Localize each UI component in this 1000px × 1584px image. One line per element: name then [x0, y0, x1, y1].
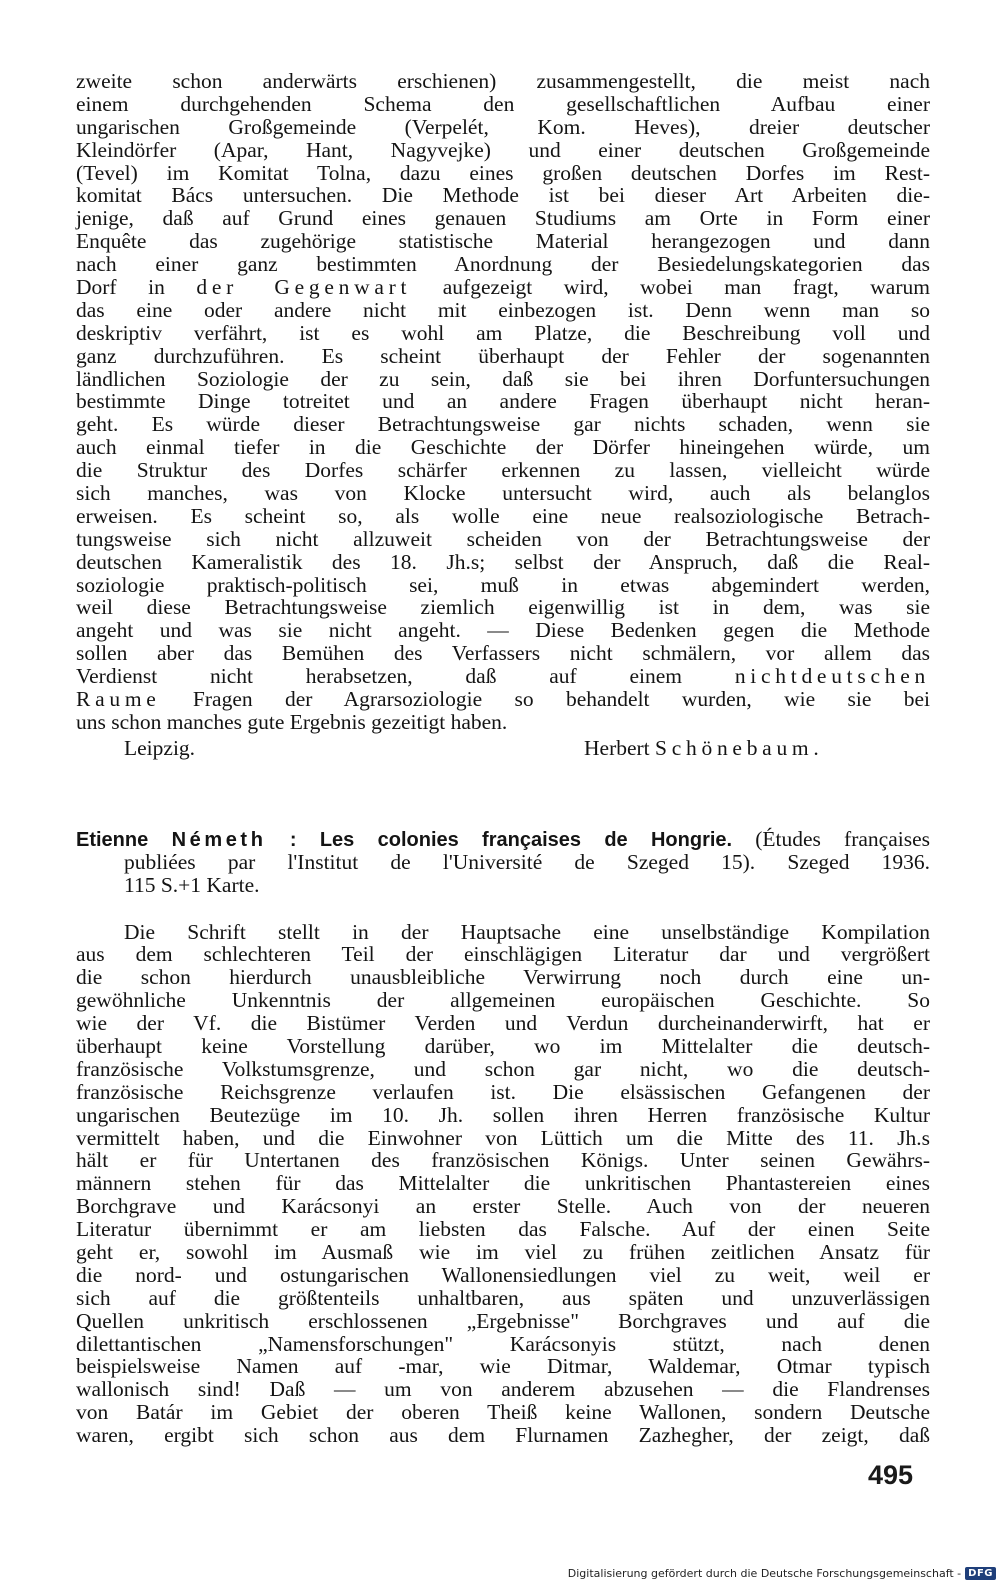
- reviewed-author-first: Etienne: [76, 828, 172, 851]
- text-line: weil diese Betrachtungsweise ziemlich eigenwillig ist in dem, was sie: [76, 595, 930, 620]
- text-line: geht. Es würde dieser Betrachtungsweise gar nichts schaden, wenn sie: [76, 412, 930, 437]
- text-line: [76, 688, 930, 711]
- text-line: die Struktur des Dorfes schärfer erkennen zu lassen, vielleicht würde: [76, 458, 930, 483]
- text-line: nach einer ganz bestimmten Anordnung der Besiedelungskategorien das: [76, 252, 930, 277]
- heading-colon: :: [266, 828, 320, 851]
- text-line: ländlichen Soziologie der zu sein, daß sie bei ihren Dorfuntersuchungen: [76, 366, 930, 391]
- text-line: Quellen unkritisch erschlossenen „Ergebnisse" Borchgraves und auf die: [76, 1308, 930, 1333]
- text-line: (Tevel) im Komitat Tolna, dazu eines großen deutschen Dorfes im Rest-: [76, 160, 930, 185]
- review-2-heading: [76, 828, 930, 897]
- text-line: komitat Bács untersuchen. Die Methode ist bei dieser Art Arbeiten die-: [76, 183, 930, 208]
- text-line: Literatur übernimmt er am liebsten das Falsche. Auf der einen Seite: [76, 1217, 930, 1242]
- series-info: (Études françaises: [732, 826, 931, 851]
- text-line: erweisen. Es scheint so, als wolle eine neue realsoziologische Betrach-: [76, 503, 930, 528]
- text-line: ungarischen Beutezüge im 10. Jh. sollen ihren Herren französische Kultur: [76, 1102, 930, 1127]
- text-line: Die Schrift stellt in der Hauptsache eine unselbständige Kompilation: [124, 919, 930, 944]
- spaced-emphasis: nichtdeutschen: [734, 664, 930, 689]
- review-2-body: [76, 921, 930, 1447]
- footer-text: Digitalisierung gefördert durch die Deutsche Forschungsgemeinschaft -: [567, 1567, 962, 1580]
- text-segment: Dorf in: [76, 275, 197, 300]
- text-line: das eine oder andere nicht mit einbezogen ist. Denn wenn man so: [76, 297, 930, 322]
- text-line: waren, ergibt sich schon aus dem Flurnamen Zazhegher, der zeigt, daß: [76, 1423, 930, 1448]
- text-line: ungarischen Großgemeinde (Verpelét, Kom. Heves), dreier deutscher: [76, 114, 930, 139]
- text-line: soziologie praktisch-politisch sei, muß in etwas abgemindert werden,: [76, 572, 930, 597]
- text-line: uns schon manches gute Ergebnis gezeitigt haben.: [76, 709, 508, 734]
- page-number: 495: [868, 1460, 914, 1490]
- review-1-body: [76, 70, 930, 734]
- text-line: überhaupt keine Vorstellung darüber, wo im Mittelalter die deutsch-: [76, 1033, 930, 1058]
- heading-line: [76, 828, 930, 851]
- text-line: wie der Vf. die Bistümer Verden und Verdun durcheinanderwirft, hat er: [76, 1011, 930, 1036]
- review-1-signature: [76, 736, 930, 766]
- reviewed-title: Les colonies françaises de Hongrie.: [319, 828, 733, 851]
- author-last-name: Schönebaum.: [655, 735, 824, 760]
- signature-author: [584, 736, 824, 761]
- text-line: Kleindörfer (Apar, Hant, Nagyvejke) und einer deutschen Großgemeinde: [76, 137, 930, 162]
- digitization-footer: [568, 1567, 996, 1580]
- text-line: tungsweise sich nicht allzuweit scheiden von der Betrachtungsweise der: [76, 526, 930, 551]
- text-line: hält er für Untertanen des französischen Königs. Unter seinen Gewährs-: [76, 1148, 930, 1173]
- text-line: angeht und was sie nicht angeht. — Diese Bedenken gegen die Methode: [76, 618, 930, 643]
- author-first-name: Herbert: [584, 735, 656, 760]
- text-line: die nord- und ostungarischen Wallonensiedlungen viel zu weit, weil er: [76, 1262, 930, 1287]
- text-line: sich manches, was von Klocke untersucht wird, auch als belanglos: [76, 481, 930, 506]
- text-segment: aufgezeigt wird, wobei man fragt, warum: [411, 275, 930, 300]
- text-line: männern stehen für das Mittelalter die unkritischen Phantastereien eines: [76, 1171, 930, 1196]
- text-line: auch einmal tiefer in die Geschichte der Dörfer hineingehen würde, um: [76, 435, 930, 460]
- text-line: jenige, daß auf Grund eines genauen Studiums am Orte in Form einer: [76, 206, 930, 231]
- page-content: [76, 70, 930, 1447]
- text-line: zweite schon anderwärts erschienen) zusammengestellt, die meist nach: [76, 69, 930, 93]
- text-line: einem durchgehenden Schema den gesellschaftlichen Aufbau einer: [76, 91, 930, 116]
- reviewed-author: [76, 829, 320, 851]
- text-line: wallonisch sind! Daß — um von anderem abzusehen — die Flandrenses: [76, 1377, 930, 1402]
- text-line: bestimmte Dinge totreitet und an andere Fragen überhaupt nicht heran-: [76, 389, 930, 414]
- spaced-emphasis: Raume: [76, 687, 161, 712]
- text-line: sich auf die größtenteils unhaltbaren, aus späten und unzuverlässigen: [76, 1285, 930, 1310]
- text-line: ganz durchzuführen. Es scheint überhaupt der Fehler der sogenannten: [76, 343, 930, 368]
- dfg-logo-icon: DFG: [965, 1567, 996, 1580]
- text-line: französische Reichsgrenze verlaufen ist. Die elsässischen Gefangenen der: [76, 1079, 930, 1104]
- text-line: die schon hierdurch unausbleibliche Verwirrung noch durch eine un-: [76, 965, 930, 990]
- text-line: Enquête das zugehörige statistische Material herangezogen und dann: [76, 229, 930, 254]
- text-line: [76, 665, 930, 688]
- signature-place: Leipzig.: [124, 735, 196, 760]
- heading-line: publiées par l'Institut de l'Université de Szeged 15). Szeged 1936.: [124, 849, 930, 874]
- text-line: französische Volkstumsgrenze, und schon gar nicht, wo die deutsch-: [76, 1056, 930, 1081]
- text-line: deskriptiv verfährt, ist es wohl am Platze, die Beschreibung voll und: [76, 320, 930, 345]
- text-segment: Verdienst nicht herabsetzen, daß auf einem: [76, 664, 735, 689]
- text-line: aus dem schlechteren Teil der einschlägigen Literatur dar und vergrößert: [76, 942, 930, 967]
- text-line: von Batár im Gebiet der oberen Theiß keine Wallonen, sondern Deutsche: [76, 1400, 930, 1425]
- reviewed-author-last: Németh: [171, 828, 267, 851]
- text-line: vermittelt haben, und die Einwohner von Lüttich um die Mitte des 11. Jh.s: [76, 1125, 930, 1150]
- text-line: deutschen Kameralistik des 18. Jh.s; selbst der Anspruch, daß die Real-: [76, 549, 930, 574]
- text-segment: Fragen der Agrarsoziologie so behandelt wurden, wie sie bei: [160, 687, 930, 712]
- text-line: sollen aber das Bemühen des Verfassers nicht schmälern, vor allem das: [76, 641, 930, 666]
- text-line: geht er, sowohl im Ausmaß wie im viel zu frühen zeitlichen Ansatz für: [76, 1239, 930, 1264]
- text-line: [76, 276, 930, 299]
- heading-line: 115 S.+1 Karte.: [124, 872, 260, 897]
- text-line: dilettantischen „Namensforschungen" Karácsonyis stützt, nach denen: [76, 1331, 930, 1356]
- text-line: Borchgrave und Karácsonyi an erster Stelle. Auch von der neueren: [76, 1194, 930, 1219]
- spaced-emphasis: der Gegenwart: [196, 275, 412, 300]
- text-line: gewöhnliche Unkenntnis der allgemeinen europäischen Geschichte. So: [76, 988, 930, 1013]
- text-line: beispielsweise Namen auf -mar, wie Ditmar, Waldemar, Otmar typisch: [76, 1354, 930, 1379]
